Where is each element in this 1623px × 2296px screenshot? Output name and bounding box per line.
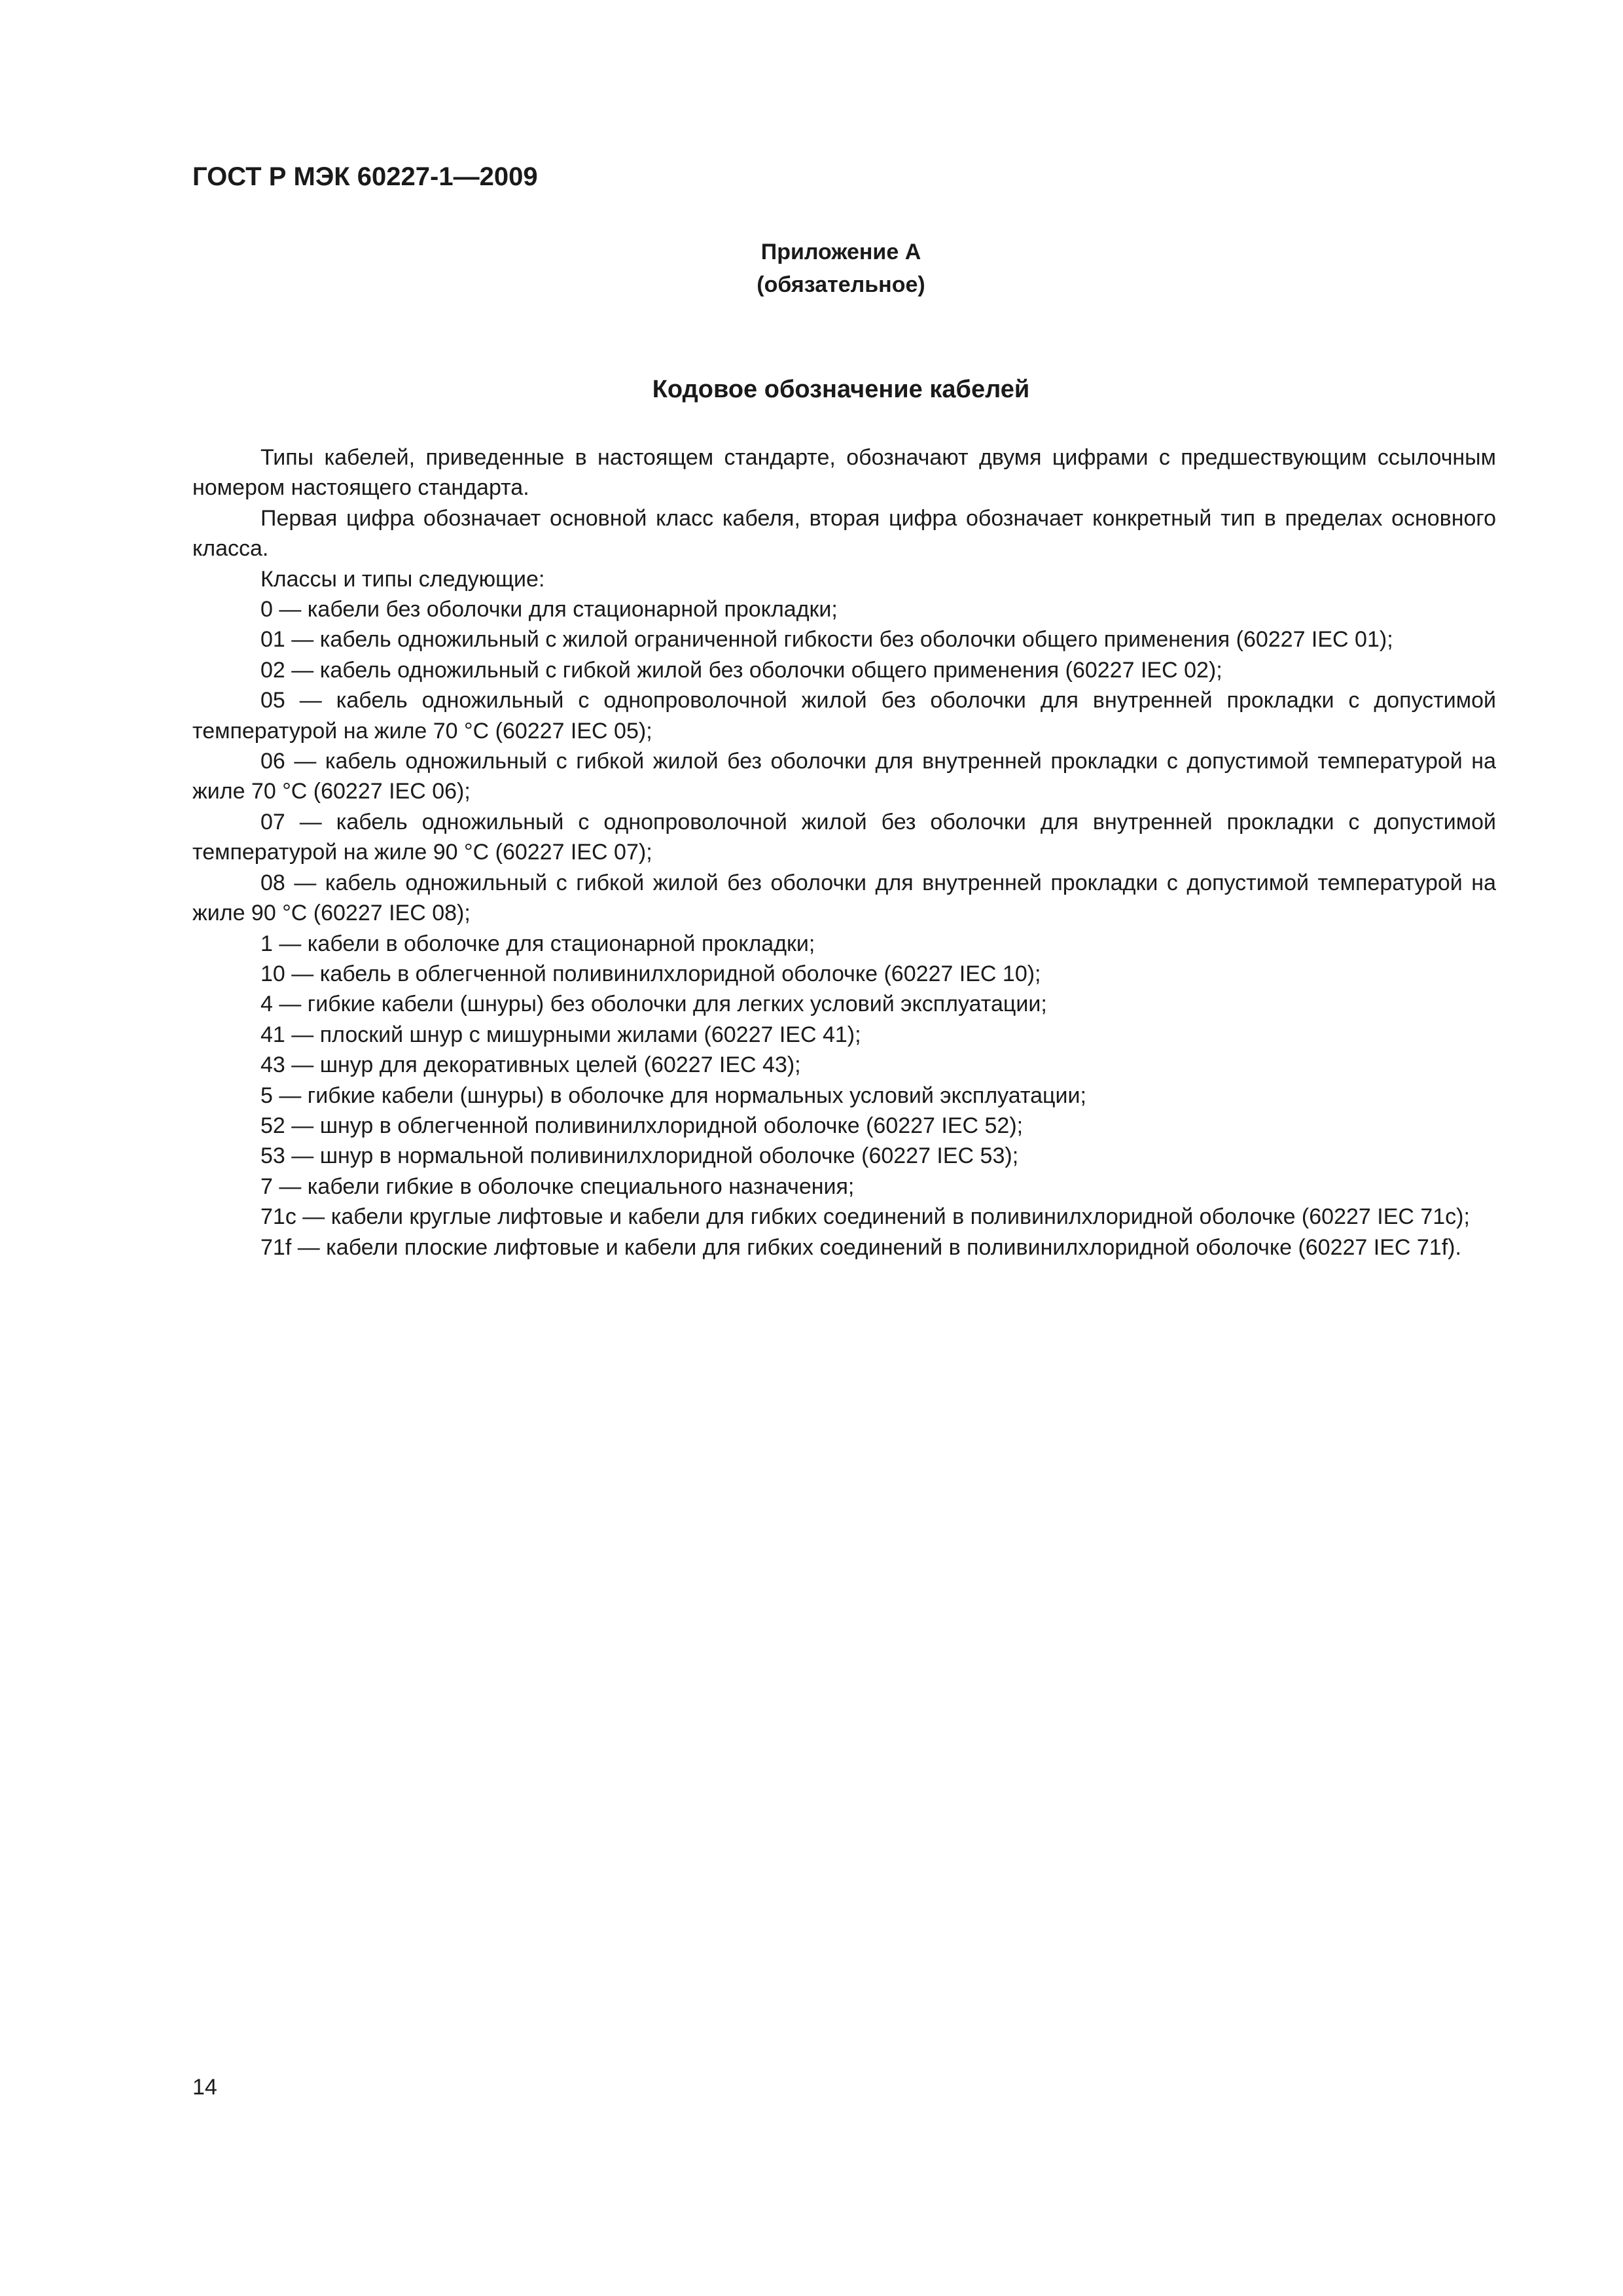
list-item: 07 — кабель одножильный с однопроволочной жилой без оболочки для внутренней прокладки с допустимой температурой на жиле 90 °С (60227 IEC 07); (192, 809, 1496, 865)
list-item: 7 — кабели гибкие в оболочке специального назначения; (260, 1174, 855, 1199)
paragraph: Классы и типы следующие: (260, 566, 545, 592)
list-item: 01 — кабель одножильный с жилой ограниченной гибкости без оболочки общего применения (60227 IEC 01); (260, 627, 1393, 653)
annex-label: Приложение А (760, 240, 921, 264)
list-item: 02 — кабель одножильный с гибкой жилой без оболочки общего применения (60227 IEC 02); (260, 657, 1222, 683)
document-code: ГОСТ Р МЭК 60227-1—2009 (192, 162, 538, 191)
paragraph: Типы кабелей, приведенные в настоящем стандарте, обозначают двумя цифрами с предшествующим ссылочным номером настоящего стандарта. (192, 445, 1496, 501)
list-item: 71c — кабели круглые лифтовые и кабели для гибких соединений в поливинилхлоридной оболочке (60227 IEC 71c); (260, 1204, 1470, 1230)
list-item: 41 — плоский шнур с мишурными жилами (60227 IEC 41); (260, 1022, 861, 1047)
list-item: 06 — кабель одножильный с гибкой жилой без оболочки для внутренней прокладки с допустимой температурой на жиле 70 °С (60227 IEC 06); (192, 749, 1496, 804)
paragraph: Первая цифра обозначает основной класс кабеля, вторая цифра обозначает конкретный тип в пределах основного класса. (192, 505, 1496, 562)
list-item: 10 — кабель в облегченной поливинилхлоридной оболочке (60227 IEC 10); (260, 961, 1041, 986)
list-item: 53 — шнур в нормальной поливинилхлоридной оболочке (60227 IEC 53); (260, 1143, 1019, 1169)
annex-heading (190, 236, 1492, 301)
section-title: Кодовое обозначение кабелей (652, 376, 1030, 403)
annex-status: (обязательное) (757, 272, 925, 297)
list-item: 4 — гибкие кабели (шнуры) без оболочки для легких условий эксплуатации; (260, 992, 1047, 1017)
list-item: 5 — гибкие кабели (шнуры) в оболочке для нормальных условий эксплуатации; (260, 1083, 1086, 1108)
list-item: 08 — кабель одножильный с гибкой жилой без оболочки для внутренней прокладки с допустимой температурой на жиле 90 °С (60227 IEC 08); (192, 870, 1496, 926)
list-item: 1 — кабели в оболочке для стационарной прокладки; (260, 931, 815, 956)
page-number: 14 (192, 2075, 217, 2100)
list-item: 0 — кабели без оболочки для стационарной прокладки; (260, 597, 838, 622)
list-item: 05 — кабель одножильный с однопроволочной жилой без оболочки для внутренней прокладки с допустимой температурой на жиле 70 °С (60227 IEC 05); (192, 688, 1496, 744)
list-item: 43 — шнур для декоративных целей (60227 IEC 43); (260, 1052, 801, 1078)
list-item: 71f — кабели плоские лифтовые и кабели для гибких соединений в поливинилхлоридной оболочке (60227 IEC 71f). (260, 1234, 1461, 1260)
list-item: 52 — шнур в облегченной поливинилхлоридной оболочке (60227 IEC 52); (260, 1113, 1024, 1138)
body-text (192, 442, 1496, 1263)
